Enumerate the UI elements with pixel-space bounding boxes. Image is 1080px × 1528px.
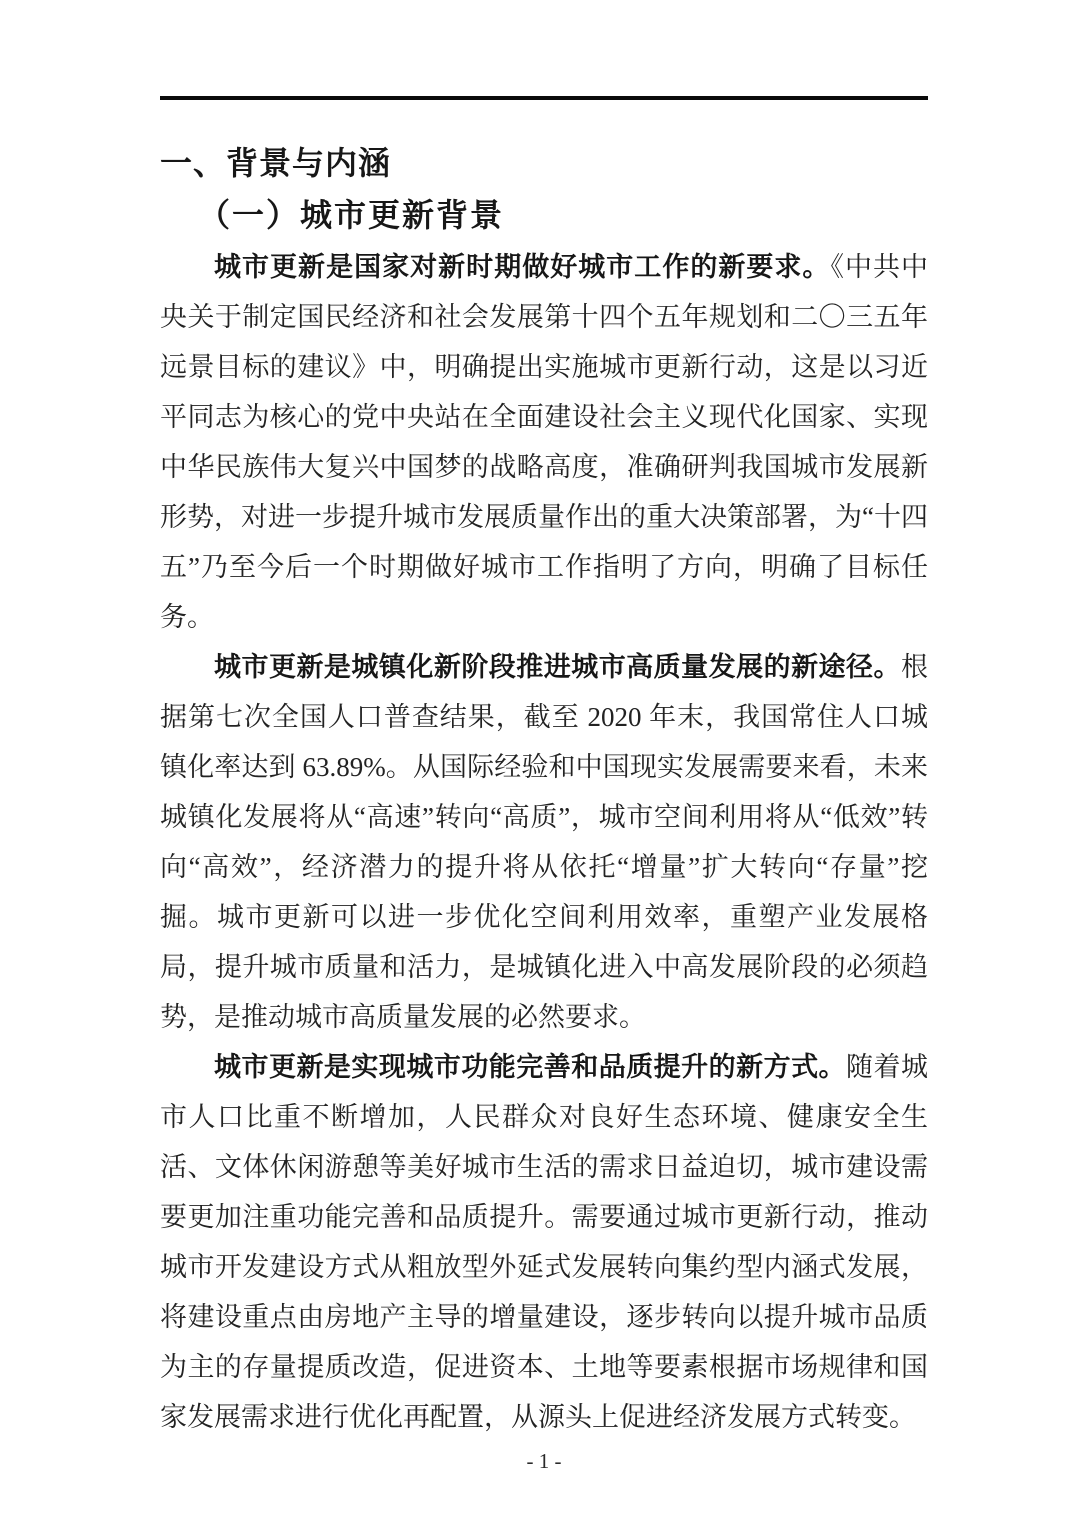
- paragraph-1: [160, 242, 928, 642]
- header-rule: [160, 96, 928, 100]
- page-number: - 1 -: [526, 1449, 562, 1473]
- paragraph-3-text: 随着城市人口比重不断增加，人民群众对良好生态环境、健康安全生活、文体休闲游憩等美好城市生活的需求日益迫切，城市建设需要更加注重功能完善和品质提升。需要通过城市更新行动，推动城市开发建设方式从粗放型外延式发展转向集约型内涵式发展，将建设重点由房地产主导的增量建设，逐步转向以提升城市品质为主的存量提质改造，促进资本、土地等要素根据市场规律和国家发展需求进行优化再配置，从源头上促进经济发展方式转变。: [160, 1052, 929, 1432]
- paragraph-2: [160, 642, 928, 1042]
- section-heading: 一、背景与内涵: [160, 145, 392, 181]
- paragraph-3: [160, 1042, 928, 1442]
- paragraph-1-lead: 城市更新是国家对新时期做好城市工作的新要求。: [214, 252, 831, 282]
- paragraph-2-lead: 城市更新是城镇化新阶段推进城市高质量发展的新途径。: [214, 652, 901, 682]
- paragraph-2-text: 根据第七次全国人口普查结果，截至 2020 年末，我国常住人口城镇化率达到 63.89%。从国际经验和中国现实发展需要来看，未来城镇化发展将从“高速”转向“高质”，城市空间利用将从“低效”转向“高效”，经济潜力的提升将从依托“增量”扩大转向“存量”挖掘。城市更新可以进一步优化空间利用效率，重塑产业发展格局，提升城市质量和活力，是城镇化进入中高发展阶段的必须趋势，是推动城市高质量发展的必然要求。: [160, 652, 928, 1032]
- subsection-heading: （一）城市更新背景: [198, 197, 505, 233]
- paragraph-3-lead: 城市更新是实现城市功能完善和品质提升的新方式。: [214, 1052, 847, 1082]
- document-body: [160, 242, 928, 1442]
- paragraph-1-text: 《中共中央关于制定国民经济和社会发展第十四个五年规划和二〇三五年远景目标的建议》中，明确提出实施城市更新行动，这是以习近平同志为核心的党中央站在全面建设社会主义现代化国家、实现中华民族伟大复兴中国梦的战略高度，准确研判我国城市发展新形势，对进一步提升城市发展质量作出的重大决策部署，为“十四五”乃至今后一个时期做好城市工作指明了方向，明确了目标任务。: [160, 252, 929, 632]
